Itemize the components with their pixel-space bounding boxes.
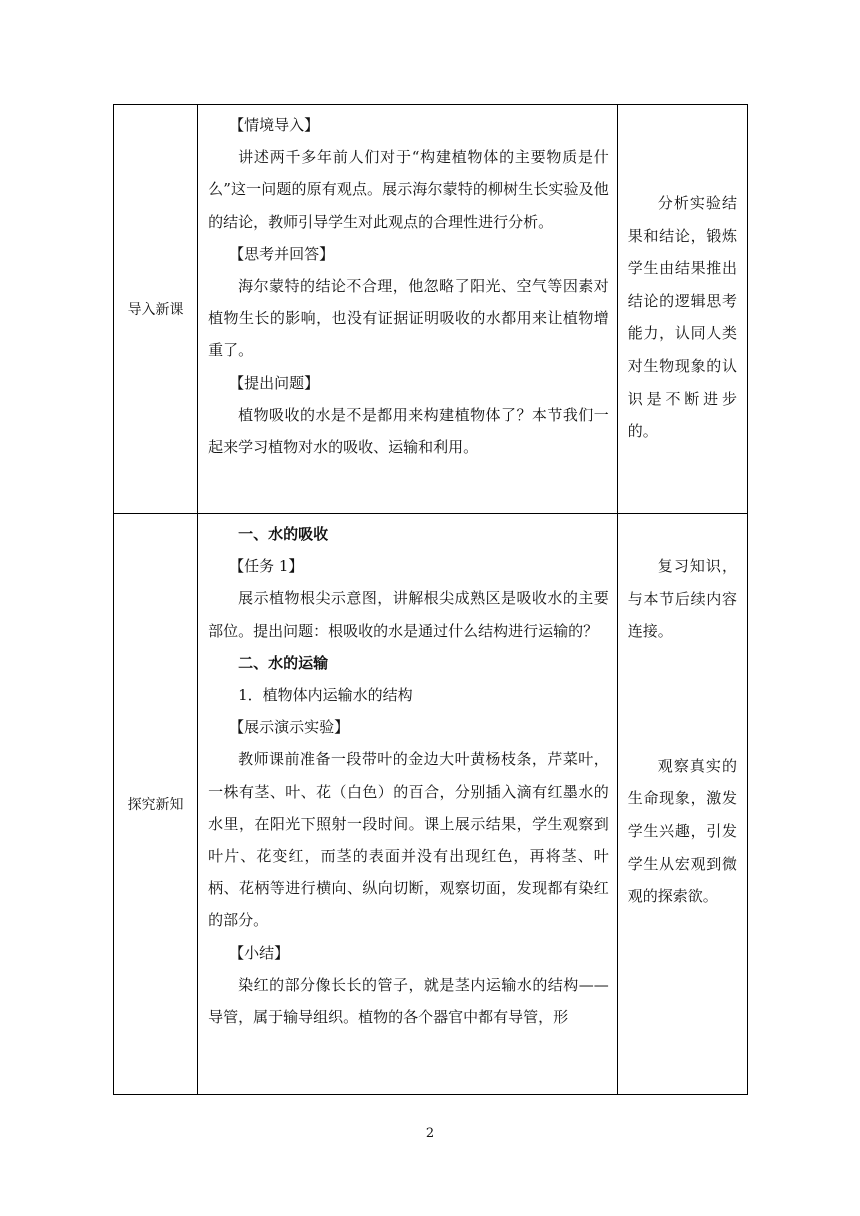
design-intent-cell [617, 514, 747, 1095]
section-label: 【提出问题】 [229, 373, 320, 392]
lesson-table [113, 104, 748, 1095]
intent-text: 复习知识，与本节后续内容连接。 [627, 557, 737, 641]
intent-text: 观察真实的生命现象，激发学生兴趣，引发学生从宏观到微观的探索欲。 [627, 756, 737, 906]
section-label: 【思考并回答】 [229, 244, 335, 263]
teaching-content-cell [198, 105, 618, 514]
intent-text: 分析实验结果和结论，锻炼学生由结果推出结论的逻辑思考能力，认同人类对生物现象的认识是不断进步的。 [627, 194, 737, 441]
stage-cell: 探究新知 [114, 514, 198, 1095]
paragraph: 展示植物根尖示意图，讲解根尖成熟区是吸收水的主要部位。提出问题：根吸收的水是通过什么结构进行运输的？ [208, 589, 609, 640]
paragraph: 染红的部分像长长的管子，就是茎内运输水的结构——导管，属于输导组织。植物的各个器官中都有导管，形 [208, 975, 609, 1027]
section-label: 【任务 1】 [229, 557, 304, 576]
section-heading: 二、水的运输 [238, 653, 329, 672]
page-number: 2 [425, 1126, 435, 1141]
stage-cell: 导入新课 [114, 105, 198, 514]
table-row [114, 514, 748, 1095]
table-row [114, 105, 748, 514]
paragraph: 讲述两千多年前人们对于“构建植物体的主要物质是什么”这一问题的原有观点。展示海尔蒙特的柳树生长实验及他的结论，教师引导学生对此观点的合理性进行分析。 [208, 148, 609, 231]
teaching-content-cell [198, 514, 618, 1095]
paragraph: 海尔蒙特的结论不合理，他忽略了阳光、空气等因素对植物生长的影响，也没有证据证明吸收的水都用来让植物增重了。 [208, 277, 609, 360]
section-label: 【情境导入】 [229, 116, 320, 134]
section-label: 【小结】 [229, 943, 290, 962]
paragraph: 植物吸收的水是不是都用来构建植物体了？本节我们一起来学习植物对水的吸收、运输和利用。 [208, 405, 609, 457]
design-intent-cell [617, 105, 747, 514]
section-heading: 一、水的吸收 [238, 525, 329, 543]
paragraph: 教师课前准备一段带叶的金边大叶黄杨枝条，芹菜叶，一株有茎、叶、花（白色）的百合，分别插入滴有红墨水的水里，在阳光下照射一段时间。课上展示结果，学生观察到叶片、花变红，而茎的表面并没有出现红色，再将茎、叶柄、花柄等进行横向、纵向切断，观察切面，发现都有染红的部分。 [208, 750, 609, 930]
section-label: 【展示演示实验】 [229, 718, 350, 737]
paragraph: 1．植物体内运输水的结构 [238, 686, 413, 705]
